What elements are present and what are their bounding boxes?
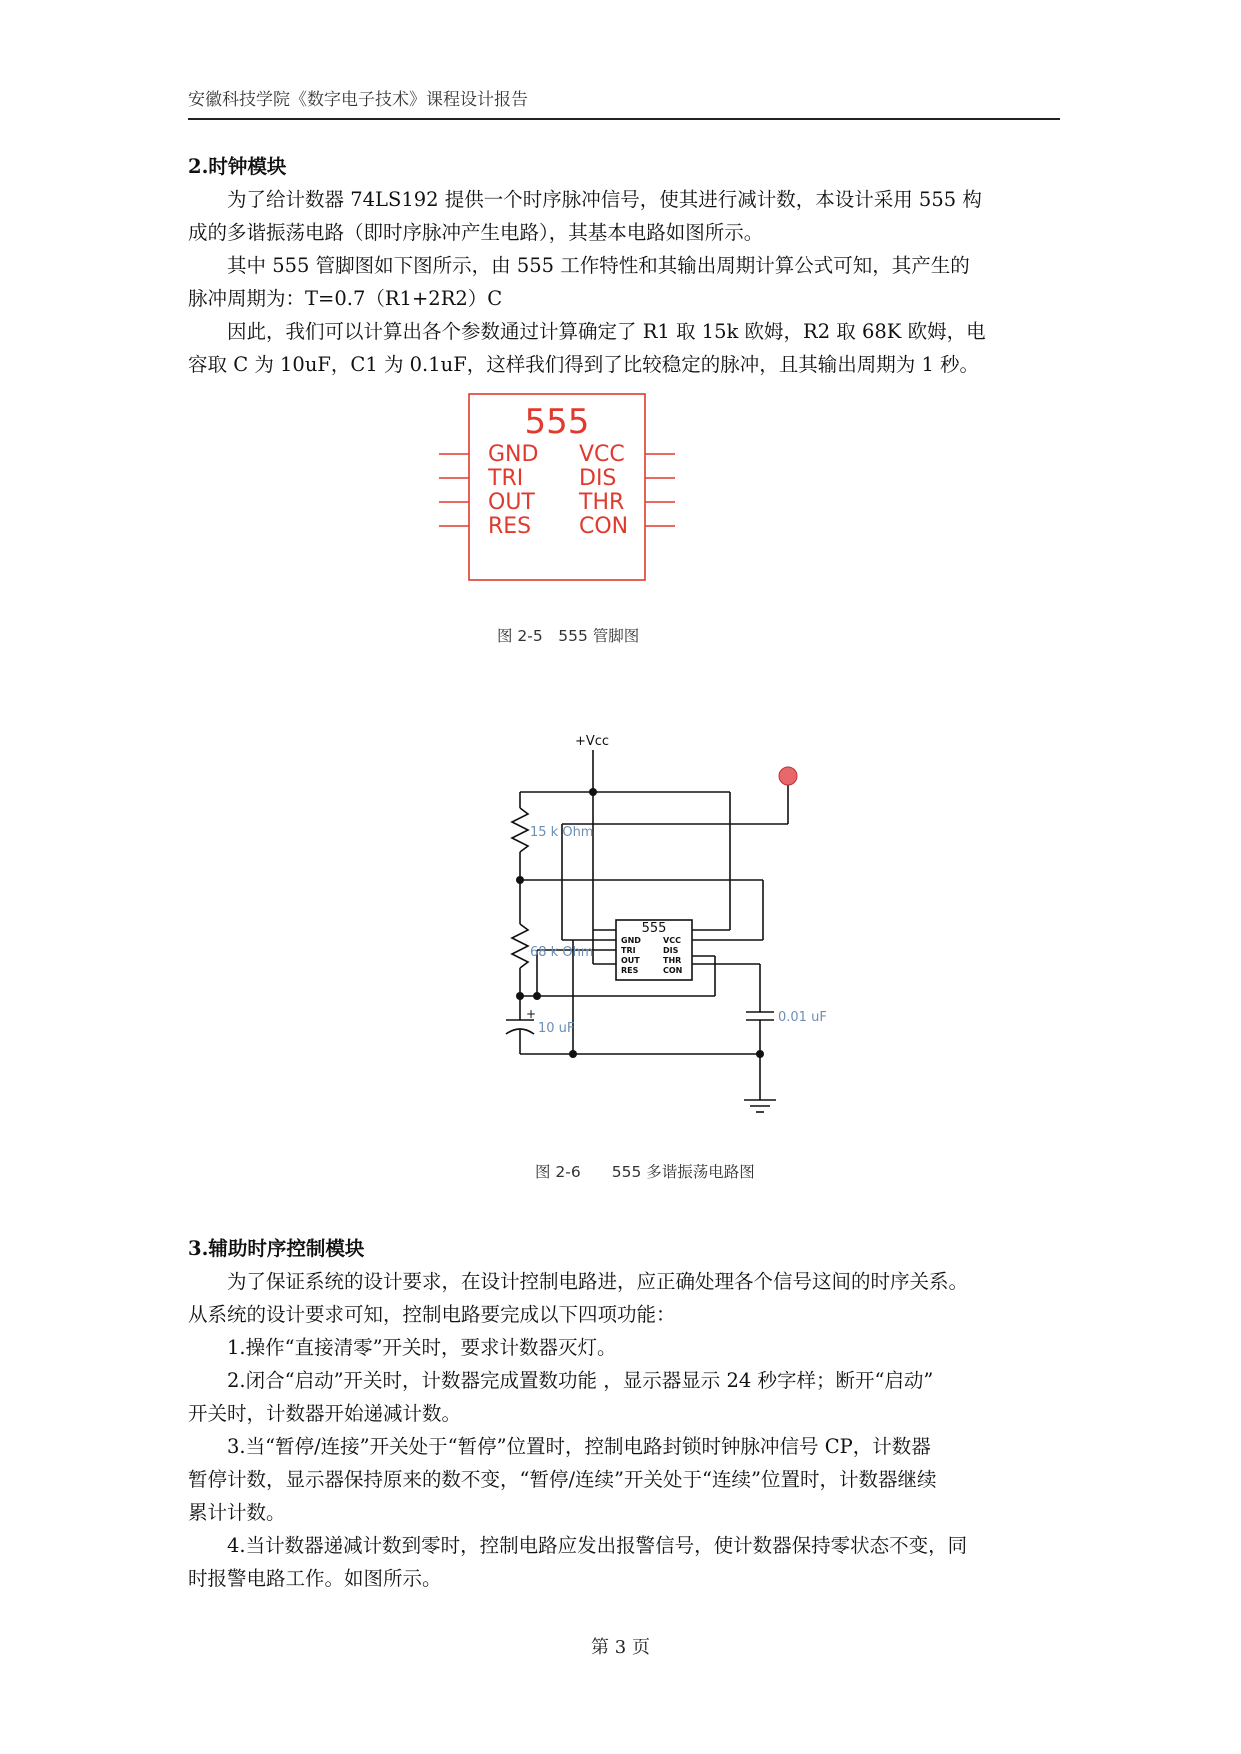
svg-text:THR: THR: [663, 956, 682, 965]
pin-label: VCC: [579, 442, 625, 467]
pin-diagram-555: [435, 390, 680, 590]
svg-text:DIS: DIS: [663, 946, 679, 955]
paragraph-line: 因此，我们可以计算出各个参数通过计算确定了 R1 取 15k 欧姆，R2 取 68K 欧姆，电: [227, 320, 986, 343]
resistor-r1: [512, 808, 528, 852]
resistor-r2: [512, 924, 528, 968]
list-item: 4.当计数器递减计数到零时，控制电路应发出报警信号，使计数器保持零状态不变，同: [227, 1534, 968, 1557]
paragraph-line: 累计计数。: [188, 1501, 286, 1524]
figure-caption: 图 2-5 555 管脚图: [497, 627, 640, 645]
section-heading: 2.时钟模块: [188, 155, 287, 178]
page-number: 第 3 页: [591, 1637, 650, 1658]
paragraph-line: 时报警电路工作。如图所示。: [188, 1567, 442, 1590]
pin-label: TRI: [488, 466, 524, 491]
pin-label: DIS: [579, 466, 617, 491]
paragraph-line: 暂停计数，显示器保持原来的数不变，“暂停/连续”开关处于“连续”位置时，计数器继续: [188, 1468, 937, 1491]
pin-label: CON: [579, 514, 629, 539]
figure-caption: 图 2-6 555 多谐振荡电路图: [535, 1163, 755, 1181]
paragraph-line: 为了保证系统的设计要求，在设计控制电路进，应正确处理各个信号这间的时序关系。: [227, 1270, 969, 1293]
svg-text:OUT: OUT: [621, 956, 640, 965]
section-timing-control: [188, 1232, 1060, 1595]
vcc-label: +Vcc: [574, 734, 610, 749]
paragraph-line: 容取 C 为 10uF，C1 为 0.1uF，这样我们得到了比较稳定的脉冲，且其输出周期为 1 秒。: [188, 353, 980, 376]
svg-text:VCC: VCC: [663, 936, 681, 945]
plus-label: +: [526, 1007, 537, 1021]
svg-text:TRI: TRI: [621, 946, 636, 955]
r1-label: 15 k Ohm: [530, 825, 594, 840]
led-indicator: [779, 767, 797, 785]
chip-label: 555: [524, 402, 590, 442]
list-item: 2.闭合“启动”开关时，计数器完成置数功能 ，显示器显示 24 秒字样；断开“启动”: [227, 1369, 934, 1392]
paragraph-line: 从系统的设计要求可知，控制电路要完成以下四项功能：: [188, 1303, 676, 1326]
svg-text:GND: GND: [621, 936, 641, 945]
section-clock-module: [188, 150, 1060, 381]
paragraph-line: 成的多谐振荡电路（即时序脉冲产生电路），其基本电路如图所示。: [188, 221, 764, 244]
circuit-diagram-555-astable: [480, 728, 860, 1158]
svg-text:CON: CON: [663, 966, 683, 975]
list-item: 1.操作“直接清零”开关时，要求计数器灭灯。: [227, 1336, 617, 1359]
paragraph-line: 为了给计数器 74LS192 提供一个时序脉冲信号，使其进行减计数，本设计采用 555 构: [227, 188, 982, 211]
list-item: 3.当“暂停/连接”开关处于“暂停”位置时，控制电路封锁时钟脉冲信号 CP，计数器: [227, 1435, 931, 1458]
pin-label: OUT: [488, 490, 535, 515]
pin-label: RES: [488, 514, 532, 539]
c-label: 10 uF: [538, 1021, 575, 1036]
section-heading: 3.辅助时序控制模块: [188, 1237, 365, 1260]
page-header: [188, 86, 1060, 120]
paragraph-line: 开关时，计数器开始递减计数。: [188, 1402, 462, 1425]
header-title: 安徽科技学院《数字电子技术》课程设计报告: [188, 90, 528, 110]
pin-label: GND: [488, 442, 539, 467]
c1-label: 0.01 uF: [778, 1010, 827, 1025]
svg-text:RES: RES: [621, 966, 639, 975]
chip-label: 555: [641, 921, 667, 936]
pin-label: THR: [579, 490, 625, 515]
paragraph-line: 其中 555 管脚图如下图所示，由 555 工作特性和其输出周期计算公式可知，其产生的: [227, 254, 970, 277]
r2-label: 68 k Ohm: [530, 945, 594, 960]
paragraph-line: 脉冲周期为：T=0.7（R1+2R2）C: [188, 287, 503, 310]
